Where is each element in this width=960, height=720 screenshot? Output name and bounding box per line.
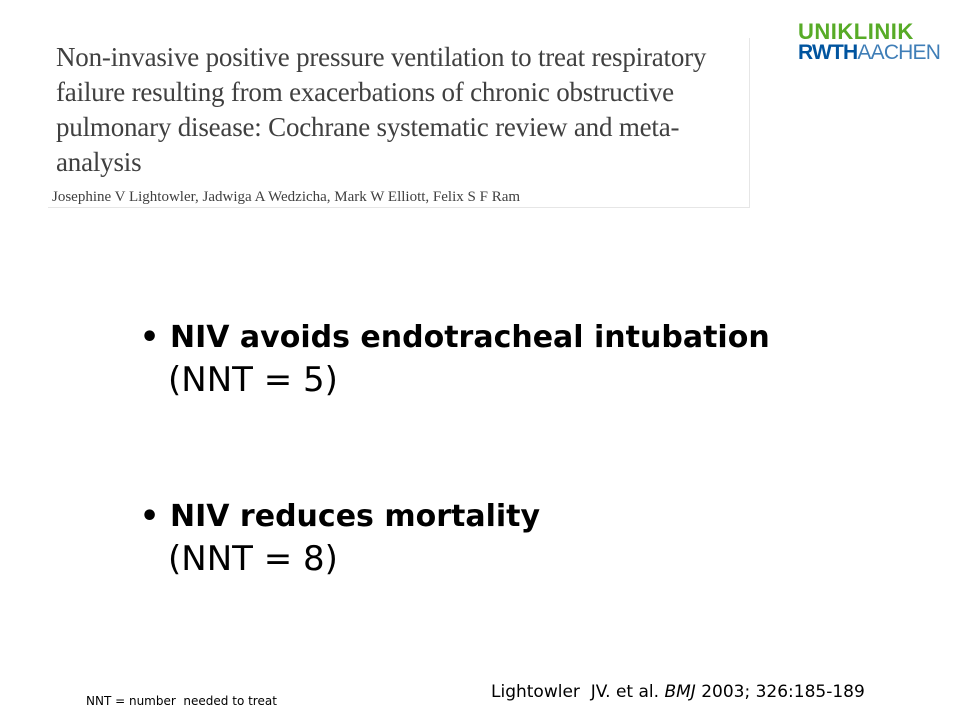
bullet-text: NIV avoids endotracheal intubation [170, 320, 770, 355]
citation-journal: BMJ [664, 682, 696, 702]
bullet-intubation [140, 318, 770, 402]
bullet-text: NIV reduces mortality [170, 499, 541, 534]
citation [491, 682, 865, 702]
uniklinik-rwth-aachen-logo [798, 19, 941, 64]
bullet-mortality [140, 497, 540, 581]
paper-authors: Josephine V Lightowler, Jadwiga A Wedzicha, Mark W Elliott, Felix S F Ram [52, 189, 521, 205]
logo-rwth: RWTH [798, 41, 858, 64]
logo-rwth-aachen-text [798, 42, 940, 64]
bullet-nnt: (NNT = 5) [168, 360, 338, 400]
bullet-nnt: (NNT = 8) [168, 539, 338, 579]
footnote: NNT = number needed to treat [86, 694, 277, 708]
citation-authors: Lightowler JV. et al. [491, 682, 665, 702]
paper-title: Non-invasive positive pressure ventilation to treat respiratory failure resulting from exacerbations of chronic obstructive pulmonary disease: Cochrane systematic review and meta-analysis [56, 42, 707, 177]
paper-header-image [48, 38, 750, 208]
citation-details: 2003; 326:185-189 [695, 682, 865, 702]
bullet-marker: • [140, 320, 160, 355]
logo-aachen: AACHEN [857, 41, 941, 64]
bullet-marker: • [140, 499, 160, 534]
logo-uniklinik-text: UNIKLINIK [798, 19, 914, 44]
